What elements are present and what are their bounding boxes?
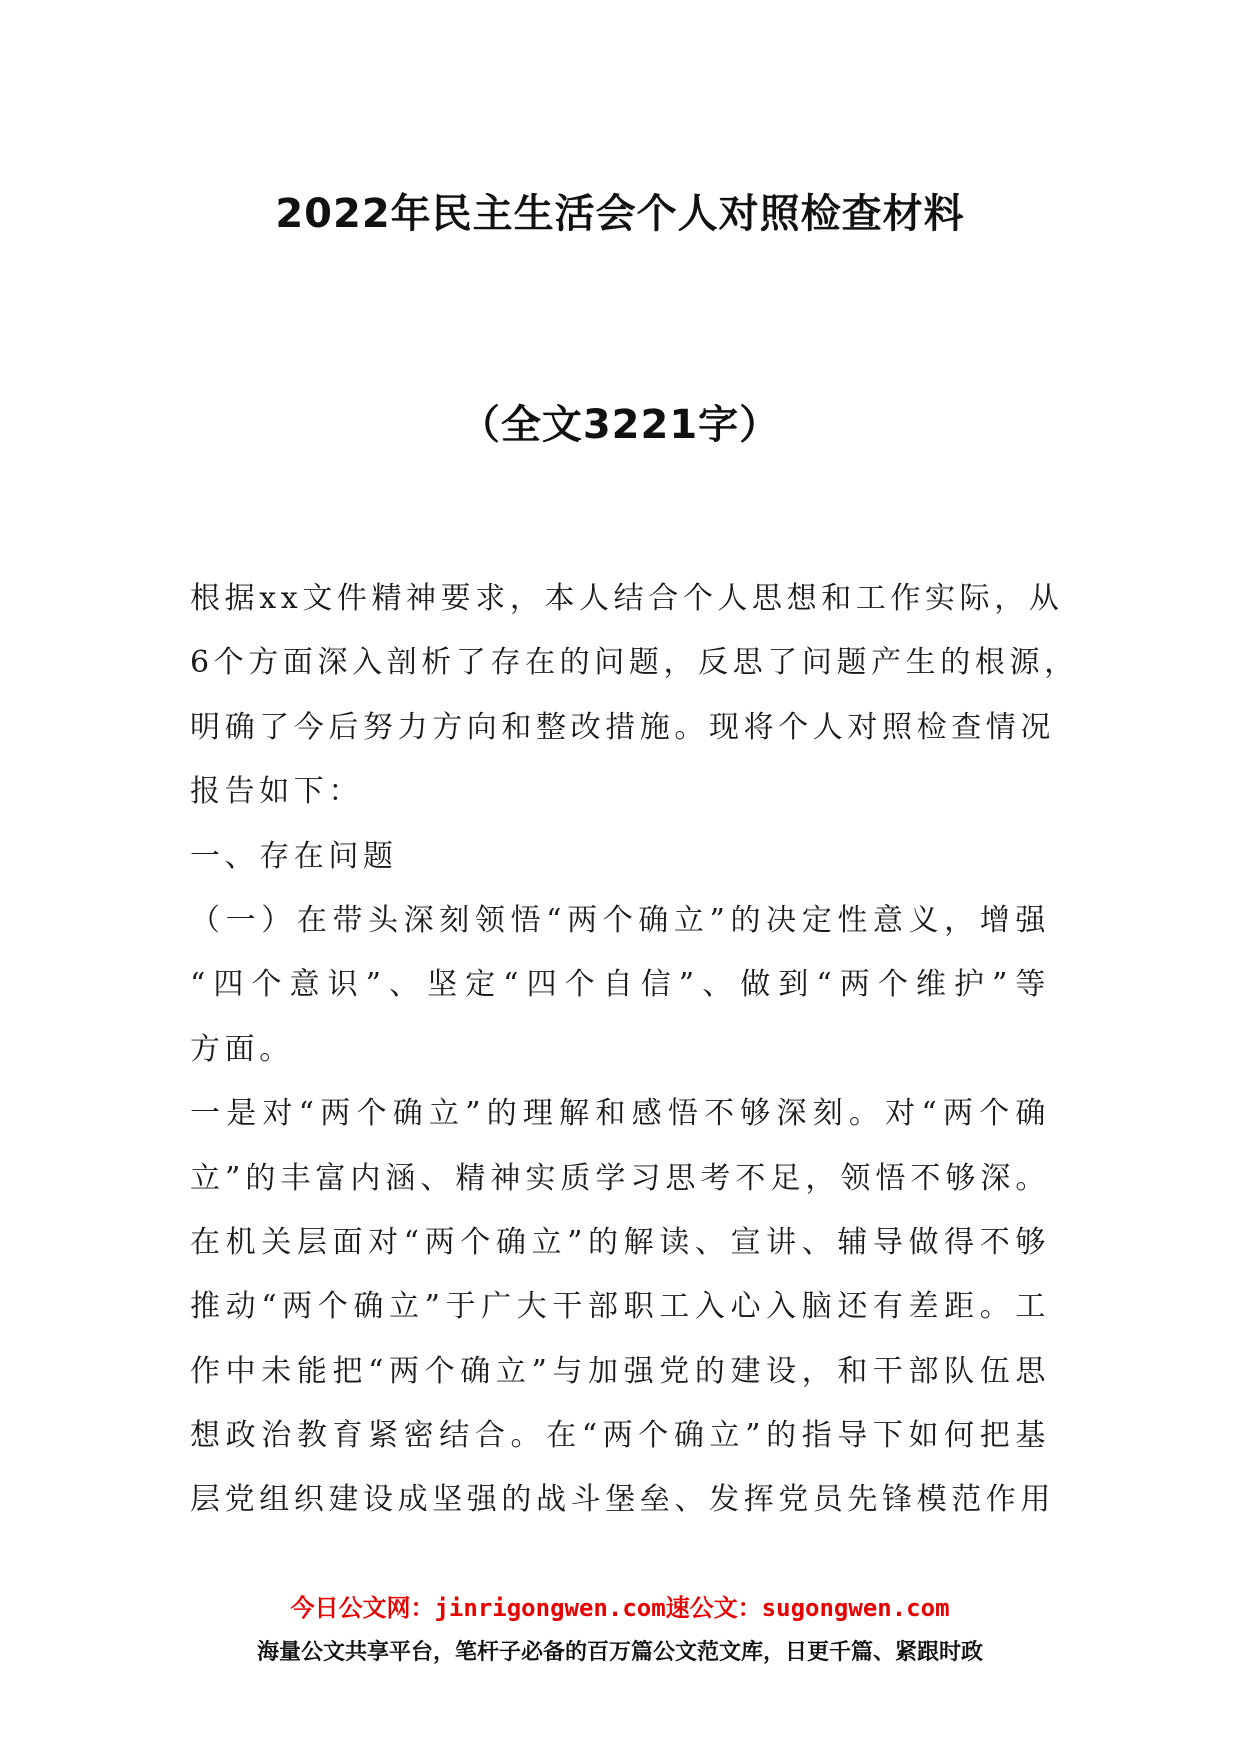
footer-slogan: 海量公文共享平台，笔杆子必备的百万篇公文范文库，日更千篇、紧跟时政 [256,1640,983,1665]
site2-name: 速公文： [665,1594,762,1622]
site1-name: 今日公文网： [290,1594,435,1622]
subsection-heading-cont: “四个意识”、坚定“四个自信”、做到“两个维护”等 [190,967,1050,1003]
subsection-heading: （一）在带头深刻领悟“两个确立”的决定性意义，增强 [190,902,1050,938]
body-line: 6个方面深入剖析了存在的问题，反思了问题产生的根源， [190,645,1079,681]
section-heading: 一、存在问题 [190,838,398,874]
site2-link[interactable]: sugongwen.com [761,1594,950,1622]
body-line: 一是对“两个确立”的理解和感悟不够深刻。对“两个确 [190,1096,1050,1132]
site1-link[interactable]: jinrigongwen.com [434,1594,666,1622]
footer-sites [0,1588,1240,1623]
body-line: 根据xx文件精神要求，本人结合个人思想和工作实际，从 [190,581,1064,616]
body-line: 报告如下： [190,774,363,810]
body-line: 想政治教育紧密结合。在“两个确立”的指导下如何把基 [190,1418,1050,1454]
body-line: 立”的丰富内涵、精神实质学习思考不足，领悟不够深。 [190,1160,1050,1196]
body-line: 在机关层面对“两个确立”的解读、宣讲、辅导做得不够 [190,1224,1050,1260]
document-subtitle: （全文3221字） [459,402,781,448]
document-title: 2022年民主生活会个人对照检查材料 [275,191,965,237]
body-line: 推动“两个确立”于广大干部职工入心入脑还有差距。工 [190,1289,1050,1325]
body-line: 作中未能把“两个确立”与加强党的建设，和干部队伍思 [190,1353,1050,1389]
body-line: 层党组织建设成坚强的战斗堡垒、发挥党员先锋模范作用 [190,1482,1055,1518]
document-body [190,567,1079,1533]
body-line: 明确了今后努力方向和整改措施。现将个人对照检查情况 [190,709,1055,745]
subsection-heading-end: 方面。 [190,1031,294,1067]
